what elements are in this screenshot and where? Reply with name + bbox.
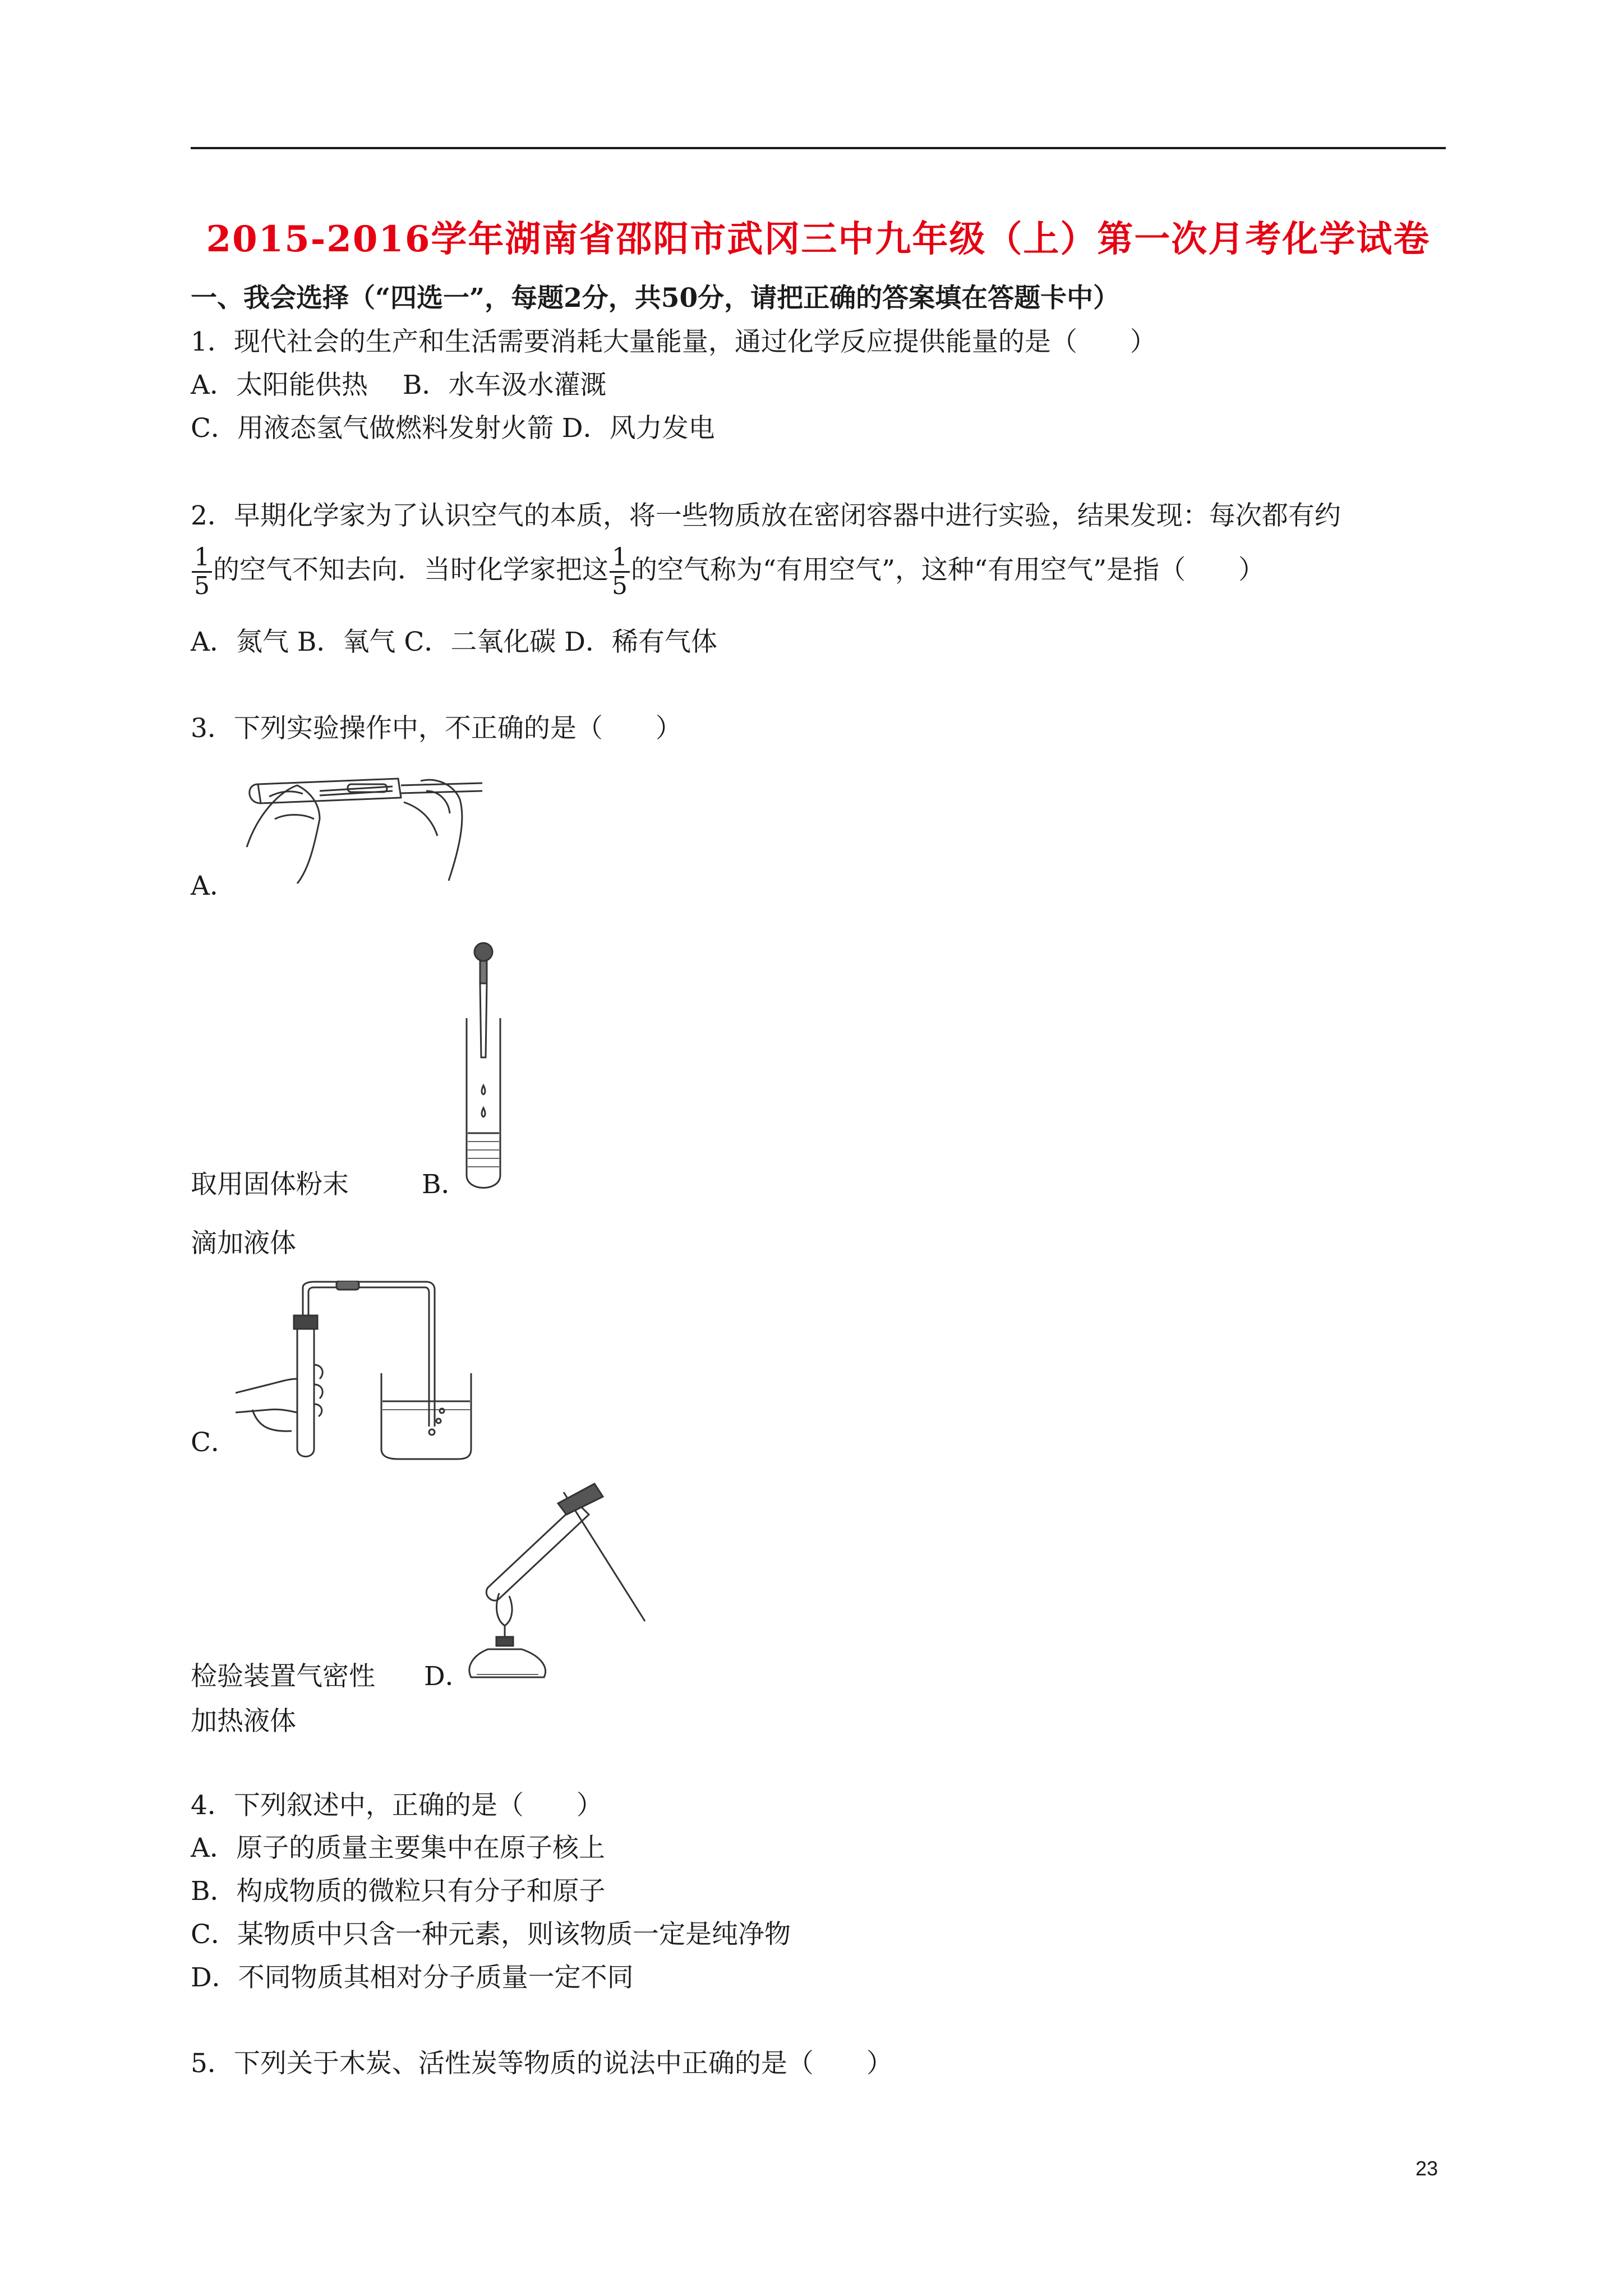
q2-stem-part-a: 的空气不知去向．当时化学家把这 bbox=[213, 554, 608, 586]
q4-option-b: B．构成物质的微粒只有分子和原子 bbox=[191, 1876, 606, 1907]
fraction-one-fifth: $\frac{1}{5}$ bbox=[192, 545, 212, 599]
q3-option-b-label: B． bbox=[422, 1169, 468, 1200]
q3-option-d-label: D． bbox=[424, 1661, 472, 1692]
q1-stem: 1．现代社会的生产和生活需要消耗大量能量，通过化学反应提供能量的是（ ） bbox=[191, 326, 1156, 357]
q2-options: A．氮气 B．氧气 C．二氧化碳 D．稀有气体 bbox=[191, 627, 717, 657]
q3-stem: 3．下列实验操作中，不正确的是（ ） bbox=[191, 713, 682, 744]
q1-options-ab: A．太阳能供热 B．水车汲水灌溉 bbox=[191, 370, 607, 401]
q5-stem: 5．下列关于木炭、活性炭等物质的说法中正确的是（ ） bbox=[191, 2048, 893, 2079]
q2-stem-line2 bbox=[191, 545, 1265, 599]
powder-taking-figure bbox=[236, 769, 505, 889]
fraction-one-fifth: $\frac{1}{5}$ bbox=[610, 545, 630, 599]
q3-option-c-caption: 检验装置气密性 bbox=[191, 1661, 375, 1692]
q3-option-d-caption: 加热液体 bbox=[191, 1706, 296, 1737]
heating-liquid-figure bbox=[465, 1481, 656, 1683]
header-rule bbox=[191, 147, 1446, 149]
q3-option-b-caption: 滴加液体 bbox=[191, 1228, 296, 1259]
q3-option-c-label: C． bbox=[191, 1427, 237, 1458]
airtightness-figure bbox=[236, 1281, 505, 1460]
q2-stem-part-b: 的空气称为“有用空气”，这种“有用空气”是指（ ） bbox=[631, 554, 1265, 586]
dropper-figure bbox=[455, 940, 511, 1195]
q3-option-a-caption: 取用固体粉末 bbox=[191, 1169, 349, 1200]
q4-stem: 4．下列叙述中，正确的是（ ） bbox=[191, 1790, 603, 1821]
q2-stem-line1: 2．早期化学家为了认识空气的本质，将一些物质放在密闭容器中进行实验，结果发现：每次都有约 bbox=[191, 500, 1341, 531]
q4-option-c: C．某物质中只含一种元素，则该物质一定是纯净物 bbox=[191, 1919, 791, 1950]
q4-option-a: A．原子的质量主要集中在原子核上 bbox=[191, 1833, 605, 1864]
q4-option-d: D．不同物质其相对分子质量一定不同 bbox=[191, 1962, 634, 1993]
section-heading: 一、我会选择（“四选一”，每题2分，共50分，请把正确的答案填在答题卡中） bbox=[191, 283, 1120, 314]
exam-title: 2015-2016学年湖南省邵阳市武冈三中九年级（上）第一次月考化学试卷 bbox=[206, 218, 1431, 260]
q3-option-a-label: A． bbox=[191, 871, 236, 901]
page-number: 23 bbox=[1415, 2157, 1438, 2180]
q1-options-cd: C．用液态氢气做燃料发射火箭 D．风力发电 bbox=[191, 413, 715, 444]
